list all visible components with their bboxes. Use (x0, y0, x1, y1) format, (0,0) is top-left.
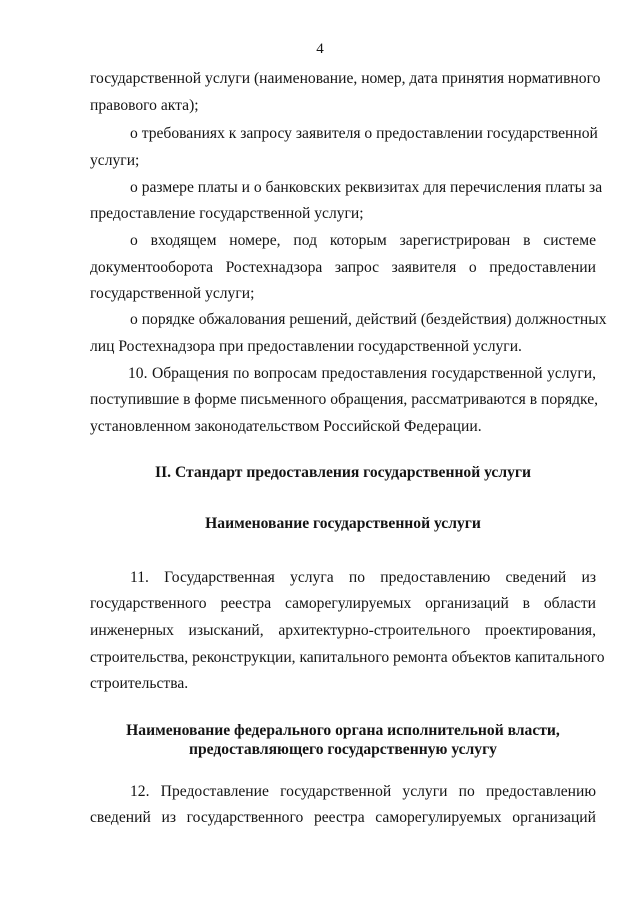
subsection-heading: Наименование федерального органа исполнительной власти, (126, 722, 560, 739)
text-line: государственной услуги; (90, 285, 255, 302)
text-line: документооборота Ростехнадзора запрос заявителя о предоставлении (90, 259, 596, 276)
text-line: поступившие в форме письменного обращения, рассматриваются в порядке, (90, 391, 599, 408)
text-line: инженерных изысканий, архитектурно-строительного проектирования, (90, 622, 596, 639)
text-line: строительства. (90, 675, 189, 692)
section-heading: II. Стандарт предоставления государственной услуги (155, 464, 531, 481)
subsection-heading: предоставляющего государственную услугу (189, 741, 497, 758)
text-line: государственной услуги (наименование, номер, дата принятия нормативного (90, 70, 601, 87)
text-line: сведений из государственного реестра саморегулируемых организаций (90, 809, 596, 826)
text-line: предоставление государственной услуги; (90, 205, 364, 222)
text-line: 10. Обращения по вопросам предоставления государственной услуги, (128, 365, 596, 382)
text-line: лиц Ростехнадзора при предоставлении государственной услуги. (90, 338, 522, 355)
text-line: 11. Государственная услуга по предоставлению сведений из (130, 569, 596, 586)
text-line: о требованиях к запросу заявителя о предоставлении государственной (130, 125, 598, 142)
text-line: установленном законодательством Российской Федерации. (90, 418, 482, 435)
text-line: правового акта); (90, 97, 199, 114)
text-line: услуги; (90, 152, 140, 169)
subsection-heading: Наименование государственной услуги (205, 515, 481, 532)
page-number: 4 (316, 41, 324, 57)
text-line: государственного реестра саморегулируемых организаций в области (90, 595, 596, 612)
text-line: о размере платы и о банковских реквизитах для перечисления платы за (130, 179, 603, 196)
text-line: строительства, реконструкции, капитального ремонта объектов капитального (90, 649, 605, 666)
text-line: о порядке обжалования решений, действий (бездействия) должностных (130, 311, 607, 328)
text-line: 12. Предоставление государственной услуги по предоставлению (130, 783, 596, 800)
text-line: о входящем номере, под которым зарегистрирован в системе (130, 232, 596, 249)
